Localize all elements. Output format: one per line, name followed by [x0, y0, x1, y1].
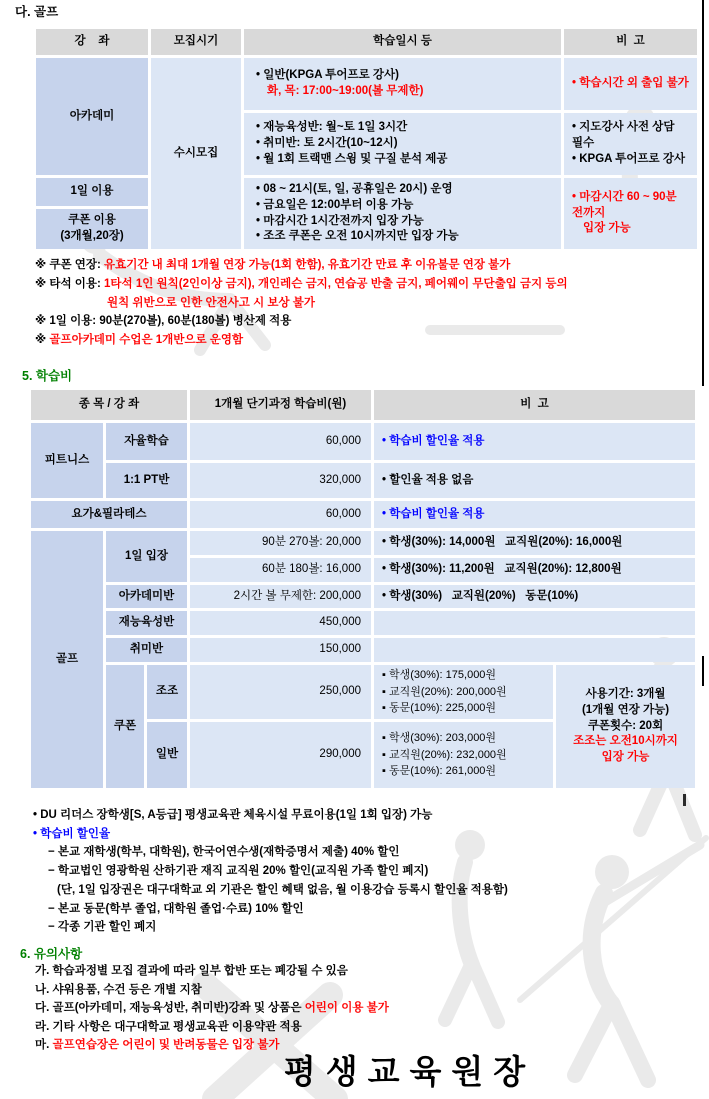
cell-yoga-pilates: 요가&필라테스 — [31, 501, 187, 528]
schedule-line: • 마감시간 1시간전까지 입장 가능 — [256, 214, 424, 227]
bullet-discount-rates: • 학습비 할인율 — [33, 827, 111, 840]
discount-line: ▪ 교직원(20%): 232,000원 — [382, 748, 507, 761]
note-coupon-extension — [35, 256, 695, 275]
label-line: (3개월,20장) — [60, 230, 124, 242]
cell-coupon-usage-info — [556, 665, 695, 788]
schedule-line: • 조조 쿠폰은 오전 10시까지만 입장 가능 — [256, 230, 459, 243]
precaution-text: 다. 골프(아카데미, 재능육성반, 취미반)강좌 및 상품은 — [35, 1002, 305, 1015]
col-header-remarks: 비 고 — [564, 29, 697, 55]
precaution-item — [35, 999, 695, 1018]
table-row — [31, 423, 695, 460]
cell-use-schedule — [244, 178, 561, 249]
section-title-golf: 다. 골프 — [15, 5, 59, 19]
golf-schedule-table — [33, 26, 700, 252]
cell-pt-class: 1:1 PT반 — [106, 463, 187, 498]
cell-remark-general-discounts — [374, 722, 553, 788]
discount-item-staff: − 학교법인 영광학원 산하기관 재직 교직원 20% 할인(교직원 가족 할인 폐지) — [48, 865, 429, 878]
cell-talent-class: 재능육성반 — [106, 611, 187, 635]
cell-remark-academy: • 학생(30%) 교직원(20%) 동문(10%) — [374, 585, 695, 608]
cell-one-day-use: 1일 이용 — [36, 178, 148, 206]
cell-academy-classes-schedule — [244, 113, 561, 175]
precaution-item: 가. 학습과정별 모집 결과에 따라 일부 합반 또는 폐강될 수 있음 — [35, 965, 348, 977]
cell-remark-no-entry: • 학습시간 외 출입 불가 — [564, 58, 697, 110]
cell-fee-90min: 90분 270볼: 20,000 — [190, 531, 371, 555]
table-row — [31, 501, 695, 528]
discount-line: ▪ 동문(10%): 225,000원 — [382, 702, 497, 715]
cell-academy-class: 아카데미반 — [106, 585, 187, 608]
precaution-text-red: 어린이 이용 불가 — [304, 1002, 389, 1015]
table-row — [31, 463, 695, 498]
cell-remark-discount-apply: • 학습비 할인율 적용 — [374, 501, 695, 528]
cell-remark-empty — [374, 611, 695, 635]
note-label: ※ — [35, 334, 50, 347]
table-row — [31, 665, 695, 719]
cell-remark-empty — [374, 638, 695, 662]
usage-line: 사용기간: 3개월 — [585, 687, 666, 700]
cell-fee-early: 250,000 — [190, 665, 371, 719]
schedule-line: • 일반(KPGA 투어프로 강사) — [256, 69, 399, 82]
table-row — [36, 58, 697, 110]
cell-fee-talent: 450,000 — [190, 611, 371, 635]
cell-fitness: 피트니스 — [31, 423, 103, 498]
cell-fee-general: 290,000 — [190, 722, 371, 788]
cell-fee-yoga: 60,000 — [190, 501, 371, 528]
discount-item-staff-note: (단, 1일 입장권은 대구대학교 외 기관은 할인 혜택 없음, 월 이용강습 등록시 할인율 적용함) — [57, 883, 508, 896]
tuition-table — [28, 387, 698, 791]
schedule-line-red: 화, 목: 17:00~19:00(볼 무제한) — [267, 85, 424, 97]
remark-line: • KPGA 투어프로 강사 — [572, 152, 686, 165]
cell-golf: 골프 — [31, 531, 103, 788]
discount-item-alumni: − 본교 동문(학부 졸업, 대학원 졸업·수료) 10% 할인 — [48, 902, 304, 915]
cell-hobby-class: 취미반 — [106, 638, 187, 662]
discount-line: ▪ 동문(10%): 261,000원 — [382, 765, 497, 778]
usage-line-red: 입장 가능 — [601, 751, 650, 764]
col-header-schedule: 학습일시 등 — [244, 29, 561, 55]
discount-line: ▪ 교직원(20%): 200,000원 — [382, 685, 507, 698]
note-tee-box-cont: 원칙 위반으로 인한 안전사고 시 보상 불가 — [107, 296, 316, 309]
cell-fee-hobby: 150,000 — [190, 638, 371, 662]
cell-recruit-anytime: 수시모집 — [151, 58, 241, 249]
note-label: ※ 타석 이용: — [35, 277, 105, 290]
cell-remark-90min: • 학생(30%): 14,000원 교직원(20%): 16,000원 — [374, 531, 695, 555]
col-header-remarks: 비 고 — [374, 390, 695, 420]
schedule-line: • 재능육성반: 월~토 1일 3시간 — [256, 121, 408, 134]
cell-remark-no-discount: • 할인율 적용 없음 — [374, 463, 695, 498]
precaution-text: 마. — [35, 1039, 53, 1052]
note-label: ※ 쿠폰 연장: — [35, 259, 105, 271]
table-header-row — [36, 29, 697, 55]
table-row — [31, 611, 695, 635]
table-row — [31, 585, 695, 608]
cell-fee-60min: 60분 180볼: 16,000 — [190, 558, 371, 582]
precaution-text-red: 골프연습장은 어린이 및 반려동물은 입장 불가 — [52, 1039, 280, 1052]
note-text-red: 유효기간 내 최대 1개월 연장 가능(1회 한함), 유효기간 만료 후 이유불문 연장 불가 — [104, 259, 511, 271]
discount-item-abolished: − 각종 기관 할인 폐지 — [48, 921, 157, 934]
cell-remark-instructor — [564, 113, 697, 175]
cell-remark-discount-apply: • 학습비 할인율 적용 — [374, 423, 695, 460]
usage-line-red: 조조는 오전10시까지 — [573, 735, 678, 748]
cell-remark-early-discounts — [374, 665, 553, 719]
cell-early-morning: 조조 — [147, 665, 187, 719]
golf-notes — [35, 256, 695, 350]
schedule-line: • 금요일은 12:00부터 이용 가능 — [256, 198, 414, 211]
cell-self-study: 자율학습 — [106, 423, 187, 460]
remark-line-red: 입장 가능 — [583, 222, 631, 235]
table-row — [31, 638, 695, 662]
discount-line: ▪ 학생(30%): 203,000원 — [382, 732, 497, 745]
schedule-line: • 08 ~ 21시(토, 일, 공휴일은 20시) 운영 — [256, 182, 453, 195]
section-title-tuition: 5. 학습비 — [22, 369, 73, 383]
tuition-notes — [33, 806, 693, 937]
usage-line: 쿠폰횟수: 20회 — [587, 719, 664, 732]
cell-general: 일반 — [147, 722, 187, 788]
cell-fee-academy: 2시간 볼 무제한: 200,000 — [190, 585, 371, 608]
schedule-line: • 취미반: 토 2시간(10~12시) — [256, 137, 398, 150]
col-header-subject-course: 종 목 / 강 좌 — [31, 390, 187, 420]
cell-fee-pt: 320,000 — [190, 463, 371, 498]
col-header-course: 강 좌 — [36, 29, 148, 55]
cell-remark-deadline — [564, 178, 697, 249]
remark-line-red: • 마감시간 60 ~ 90분 전까지 — [572, 190, 680, 219]
label-line: 쿠폰 이용 — [68, 214, 116, 227]
cell-coupon-use — [36, 209, 148, 249]
precaution-item: 라. 기타 사항은 대구대학교 평생교육관 이용약관 적용 — [35, 1020, 302, 1033]
note-text-red: 1타석 1인 원칙(2인이상 금지), 개인레슨 금지, 연습공 반출 금지, 페어웨이 무단출입 금지 등의 — [104, 277, 568, 290]
precautions-list — [35, 962, 695, 1055]
precaution-item: 나. 샤워용품, 수건 등은 개별 지참 — [35, 983, 202, 996]
col-header-recruit-period: 모집시기 — [151, 29, 241, 55]
bullet-du-leaders: • DU 리더스 장학생[S, A등급] 평생교육관 체육시설 무료이용(1일 1회 입장) 가능 — [33, 809, 433, 821]
note-text-red: 골프아카데미 수업은 1개반으로 운영함 — [49, 334, 244, 347]
cell-fee-self-study: 60,000 — [190, 423, 371, 460]
note-academy-class — [35, 331, 695, 350]
cell-day-entry: 1일 입장 — [106, 531, 187, 582]
col-header-monthly-fee: 1개월 단기과정 학습비(원) — [190, 390, 371, 420]
cell-remark-60min: • 학생(30%): 11,200원 교직원(20%): 12,800원 — [374, 558, 695, 582]
table-header-row — [31, 390, 695, 420]
discount-line: ▪ 학생(30%): 175,000원 — [382, 669, 497, 682]
cell-coupon: 쿠폰 — [106, 665, 144, 788]
schedule-line: • 월 1회 트랙맨 스윙 및 구질 분석 제공 — [256, 152, 448, 165]
cell-academy: 아카데미 — [36, 58, 148, 175]
note-one-day: ※ 1일 이용: 90분(270볼), 60분(180볼) 병산제 적용 — [35, 315, 292, 328]
section-title-precautions: 6. 유의사항 — [20, 947, 83, 961]
signature-title: 평생교육원장 — [283, 1055, 536, 1091]
table-row — [31, 531, 695, 555]
table-row — [36, 178, 697, 206]
note-tee-box — [35, 275, 695, 294]
cell-academy-general-schedule — [244, 58, 561, 110]
discount-item-students: − 본교 재학생(학부, 대학원), 한국어연수생(재학증명서 제출) 40% 할인 — [48, 846, 400, 859]
usage-line: (1개월 연장 가능) — [581, 703, 670, 716]
remark-line: • 지도강사 사전 상담 필수 — [572, 121, 678, 150]
